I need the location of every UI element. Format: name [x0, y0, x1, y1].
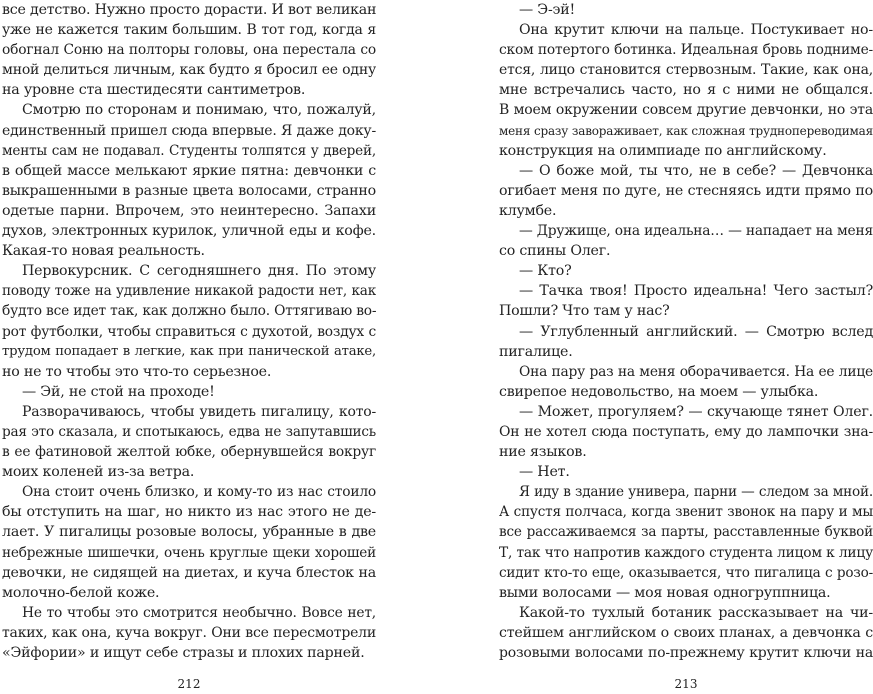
right-page-text — [499, 0, 873, 663]
text-line: трудом попадает в легкие, как при панической атаке, — [2, 343, 376, 359]
text-line: Я иду в здание универа, парни — следом за мной. — [519, 484, 873, 501]
text-line: бы отступить на шаг, но никто из нас этого не де- — [2, 504, 376, 521]
text-line: менты сам не подавал. Студенты толпятся у дверей, — [2, 142, 376, 159]
text-line: Она стоит очень близко, и кому-то из нас стоило — [22, 484, 376, 501]
text-line: — Э-эй! — [519, 2, 576, 18]
left-page — [2, 0, 376, 694]
text-line: духов, электронных курилок, уличной еды и кофе. — [2, 223, 376, 240]
right-page-number: 213 — [674, 677, 698, 691]
text-line: моих коленей из-за ветра. — [2, 464, 195, 481]
text-line: будто все идет так, как должно было. Оттягиваю во- — [2, 303, 376, 320]
text-line: рая это сказала, и спотыкаюсь, едва не запутавшись — [2, 423, 376, 440]
text-line: Она пару раз на меня оборачивается. На ее лице — [519, 363, 873, 380]
text-line: ние языков. — [499, 444, 587, 461]
text-line: мной делиться личным, как будто я бросил ее одну — [2, 62, 376, 79]
text-line: Т, так что напротив каждого студента лицом к лицу — [499, 544, 873, 561]
text-line: — Тачка твоя! Просто идеальна! Чего застыл? — [519, 283, 873, 300]
text-line: меня сразу завораживает, как сложная труднопереводимая — [499, 123, 873, 138]
text-line: розовыми волосами по-прежнему крутит ключи на — [499, 645, 873, 661]
text-line: конструкция на олимпиаде по английскому. — [499, 142, 827, 159]
text-line: Не то чтобы это смотрится необычно. Вовсе нет, — [22, 604, 376, 621]
text-line: все детство. Нужно просто дорасти. И вот великан — [2, 2, 376, 18]
text-line: клумбе. — [499, 202, 557, 219]
text-line: ском потертого ботинка. Идеальная бровь подниме- — [499, 42, 873, 59]
text-line: В моем окружении совсем другие девчонки, но эта — [499, 102, 873, 119]
text-line: в общей массе мелькают яркие пятна: девчонки с — [2, 162, 376, 179]
text-line: девочки, не сидящей на диетах, и куча блесток на — [2, 564, 376, 581]
text-line: «Эйфории» и ищут себе стразы и плохих парней. — [2, 645, 365, 661]
text-line: огибает меня по дуге, не стесняясь идти прямо по — [499, 182, 873, 199]
right-page — [499, 0, 873, 694]
text-line: единственный пришел сюда впервые. Я даже доку- — [2, 122, 376, 139]
text-line: Он не хотел сюда поступать, ему до лампочки зна- — [499, 423, 873, 440]
text-line: Какая-то новая реальность. — [2, 243, 205, 260]
text-line: выкрашенными в разные цвета волосами, странно — [2, 182, 376, 199]
left-page-text — [2, 0, 376, 663]
text-line: свирепое недовольство, на моем — улыбка. — [499, 383, 819, 400]
text-line: — Кто? — [519, 263, 572, 280]
text-line: — Нет. — [519, 464, 570, 481]
text-line: рот футболки, чтобы справиться с духотой, воздух с — [2, 323, 376, 340]
text-line: — Может, прогуляем? — скучающе тянет Олег. — [519, 403, 873, 420]
text-line: А спустя полчаса, когда звенит звонок на пару и мы — [499, 504, 873, 521]
text-line: стейшем английском о своих планах, а девчонка с — [499, 624, 873, 641]
text-line: таких, как она, куча вокруг. Они все пересмотрели — [2, 624, 376, 641]
text-line: обогнал Соню на полторы головы, она перестала со — [2, 42, 376, 59]
text-line: поводу тоже на удивление никакой радости нет, как — [2, 283, 376, 300]
text-line: все рассаживаемся за парты, расставленные буквой — [499, 524, 873, 541]
text-line: уже не кажется таким большим. В тот год, когда я — [2, 22, 376, 39]
text-line: — Углубленный английский. — Смотрю вслед — [519, 323, 873, 340]
text-line: Смотрю по сторонам и понимаю, что, пожалуй, — [22, 102, 376, 119]
text-line: сидит кто-то еще, оказывается, что пигалица с розо- — [499, 564, 873, 581]
text-line: Пошли? Что там у нас? — [499, 303, 670, 320]
text-line: одетые парни. Впрочем, это неинтересно. Запахи — [2, 202, 376, 219]
text-line: — Эй, не стой на проходе! — [22, 383, 215, 400]
text-line: ется, лицо становится стервозным. Такие, как она, — [499, 62, 873, 79]
text-line: — Дружище, она идеальна… — нападает на меня — [519, 223, 873, 240]
text-line: молочно-белой коже. — [2, 584, 160, 601]
text-line: Какой-то тухлый ботаник рассказывает на чи- — [519, 604, 873, 621]
left-page-number: 212 — [177, 677, 201, 691]
text-line: мне встречались часто, но я с ними не общался. — [499, 82, 873, 99]
text-line: — О боже мой, ты что, не в себе? — Девчонка — [519, 162, 873, 179]
text-line: небрежные шишечки, очень круглые щеки хорошей — [2, 544, 376, 561]
text-line: лает. У пигалицы розовые волосы, убранные в две — [2, 524, 376, 541]
text-line: на уровне ста шестидесяти сантиметров. — [2, 82, 306, 99]
text-line: пигалице. — [499, 343, 573, 360]
text-line: но не то чтобы это что-то серьезное. — [2, 363, 272, 380]
text-line: Первокурсник. С сегодняшнего дня. По этому — [22, 263, 376, 280]
text-line: Она крутит ключи на пальце. Постукивает но- — [519, 22, 873, 39]
text-line: выми волосами — моя новая одногруппница. — [499, 584, 831, 601]
text-line: со спины Олег. — [499, 243, 611, 260]
text-line: Разворачиваюсь, чтобы увидеть пигалицу, кото- — [22, 403, 376, 420]
text-line: в ее фатиновой желтой юбке, обернувшейся вокруг — [2, 444, 376, 461]
